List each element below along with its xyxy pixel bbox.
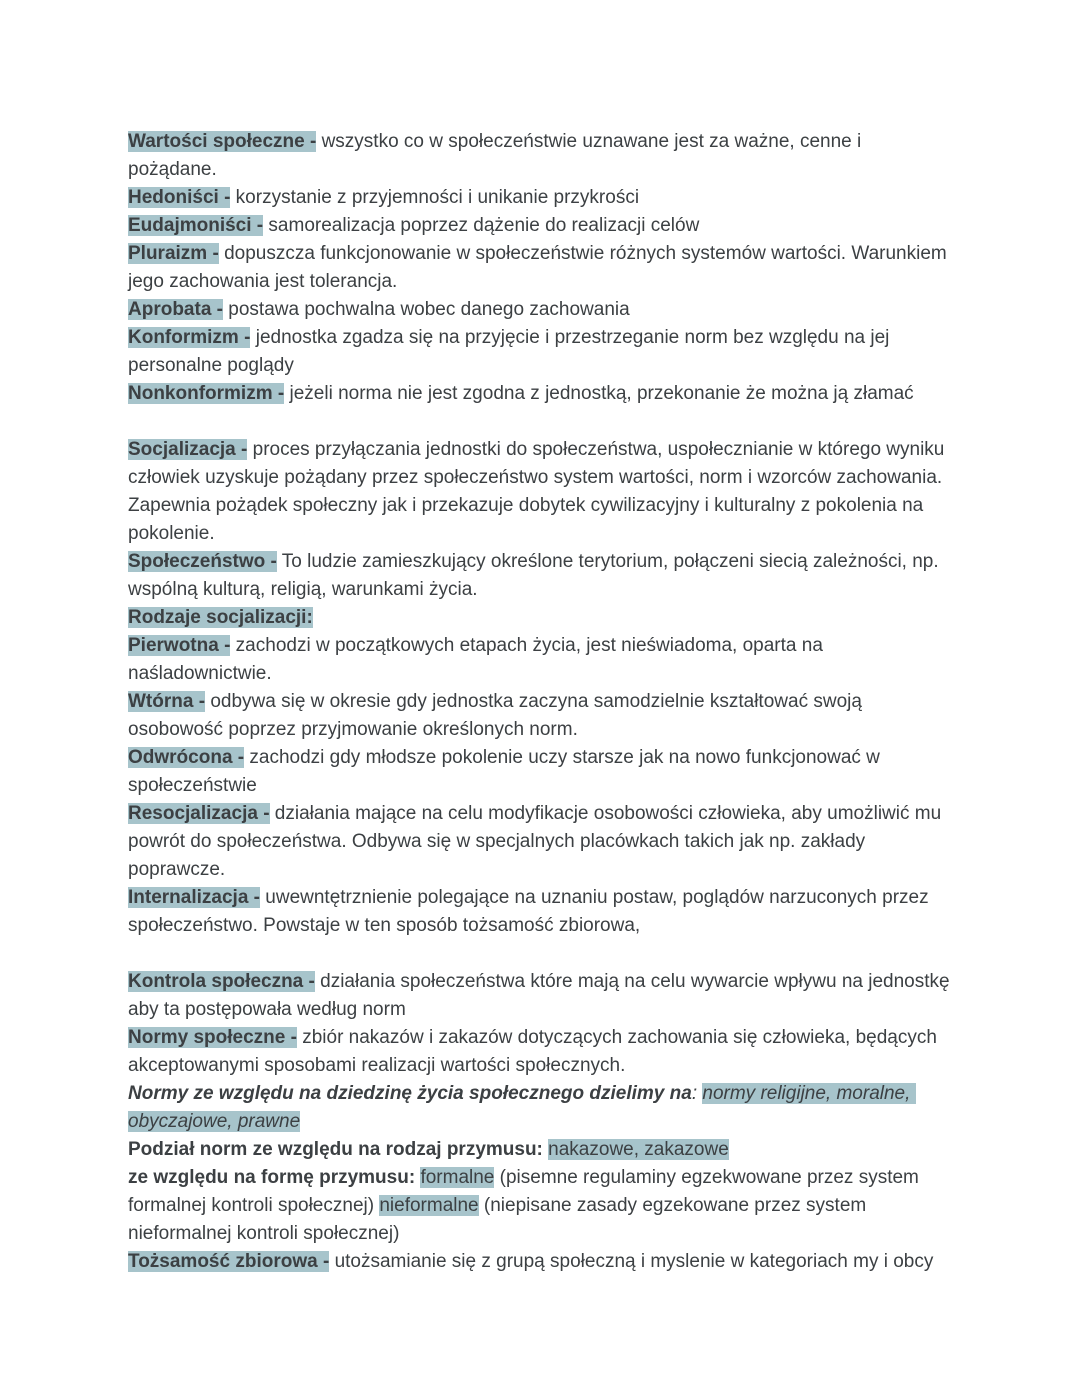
text-run: działania mające na celu modyfikacje osobowości człowieka, aby umożliwić mu powrót do społeczeństwa. Odbywa się w specjalnych placówkach takich jak np. zakłady poprawcze. xyxy=(128,803,947,880)
paragraph xyxy=(128,436,952,548)
highlighted-term: Odwrócona - xyxy=(128,747,245,768)
highlighted-term: formalne xyxy=(420,1167,495,1188)
highlighted-term: Resocjalizacja - xyxy=(128,803,270,824)
text-run: samorealizacja poprzez dążenie do realizacji celów xyxy=(263,215,700,236)
paragraph xyxy=(128,968,955,1024)
text-run: zachodzi gdy młodsze pokolenie uczy starsze jak na nowo funkcjonować w społeczeństwie xyxy=(128,747,886,796)
highlighted-term: Konformizm - xyxy=(128,327,251,348)
paragraph xyxy=(128,744,952,800)
highlighted-term: normy religijne, moralne, obyczajowe, prawne xyxy=(128,1083,916,1132)
paragraph xyxy=(128,632,952,688)
text-run: ze względu na formę przymusu: xyxy=(128,1167,416,1188)
text-run: (niepisane zasady egzekowane przez system nieformalnej kontroli społecznej) xyxy=(128,1195,872,1244)
text-run: zachodzi w początkowych etapach życia, jest nieświadoma, oparta na naśladownictwie. xyxy=(128,635,829,684)
paragraph xyxy=(128,212,952,240)
blank-line xyxy=(128,408,952,436)
text-run: proces przyłączania jednostki do społeczeństwa, uspołecznianie w którego wyniku człowiek uzyskuje pożądany przez społeczeństwo system wartości, norm i wzorców zachowania. Zapewnia pożądek społeczny jak i przekazuje dobytek cywilizacyjny i kulturalny z pokolenia na pokolenie. xyxy=(128,439,950,544)
paragraph xyxy=(128,1136,952,1164)
paragraph xyxy=(128,380,952,408)
document-content xyxy=(128,128,955,1276)
paragraph xyxy=(128,240,952,296)
blank-line xyxy=(128,940,952,968)
text-run: (pisemne regulaminy egzekwowane przez system formalnej kontroli społecznej) xyxy=(128,1167,925,1216)
text-run: utożsamianie się z grupą społeczną i myslenie w kategoriach my i obcy xyxy=(329,1251,934,1272)
highlighted-term: Pluraizm - xyxy=(128,243,219,264)
highlighted-term: Pierwotna - xyxy=(128,635,231,656)
highlighted-term: Normy społeczne - xyxy=(128,1027,297,1048)
text-run: : xyxy=(691,1083,703,1104)
text-run: To ludzie zamieszkujący określone terytorium, połączeni siecią zależności, np. wspólną kulturą, religią, warunkami życia. xyxy=(128,551,944,600)
text-run: Podział norm ze względu na rodzaj przymusu: xyxy=(128,1139,543,1160)
highlighted-term: Tożsamość zbiorowa - xyxy=(128,1251,330,1272)
text-run: wszystko co w społeczeństwie uznawane jest za ważne, cenne i pożądane. xyxy=(128,131,867,180)
paragraph xyxy=(128,548,952,604)
text-run: uwewntętrznienie polegające na uznaniu postaw, poglądów narzuconych przez społeczeństwo. Powstaje w ten sposób tożsamość zbiorowa, xyxy=(128,887,934,936)
paragraph xyxy=(128,800,952,884)
paragraph xyxy=(128,1248,952,1276)
text-run: Normy ze względu na dziedzinę życia społecznego dzielimy na xyxy=(128,1083,692,1104)
paragraph xyxy=(128,296,952,324)
paragraph xyxy=(128,1164,952,1248)
text-run: korzystanie z przyjemności i unikanie przykrości xyxy=(230,187,640,208)
highlighted-term: Rodzaje socjalizacji: xyxy=(128,607,313,628)
paragraph xyxy=(128,604,952,632)
paragraph xyxy=(128,324,952,380)
highlighted-term: Socjalizacja - xyxy=(128,439,248,460)
highlighted-term: Wartości społeczne - xyxy=(128,131,317,152)
highlighted-term: Hedoniści - xyxy=(128,187,231,208)
highlighted-term: nakazowe, zakazowe xyxy=(548,1139,729,1160)
text-run: dopuszcza funkcjonowanie w społeczeństwie różnych systemów wartości. Warunkiem jego zachowania jest tolerancja. xyxy=(128,243,953,292)
paragraph xyxy=(128,1080,952,1136)
paragraph xyxy=(128,184,952,212)
text-run: postawa pochwalna wobec danego zachowania xyxy=(223,299,630,320)
highlighted-term: Nonkonformizm - xyxy=(128,383,285,404)
text-run: odbywa się w okresie gdy jednostka zaczyna samodzielnie kształtować swoją osobowość poprzez przyjmowanie określonych norm. xyxy=(128,691,868,740)
text-run: jeżeli norma nie jest zgodna z jednostką, przekonanie że można ją złamać xyxy=(284,383,914,404)
paragraph xyxy=(128,884,952,940)
text-run: jednostka zgadza się na przyjęcie i przestrzeganie norm bez względu na jej personalne poglądy xyxy=(128,327,895,376)
text-run: działania społeczeństwa które mają na celu wywarcie wpływu na jednostkę aby ta postępowała według norm xyxy=(128,971,955,1020)
highlighted-term: nieformalne xyxy=(379,1195,479,1216)
highlighted-term: Internalizacja - xyxy=(128,887,260,908)
highlighted-term: Eudajmoniści - xyxy=(128,215,264,236)
paragraph xyxy=(128,688,952,744)
text-run: zbiór nakazów i zakazów dotyczących zachowania się człowieka, będących akceptowanymi sposobami realizacji wartości społecznych. xyxy=(128,1027,943,1076)
paragraph xyxy=(128,128,952,184)
highlighted-term: Społeczeństwo - xyxy=(128,551,277,572)
highlighted-term: Aprobata - xyxy=(128,299,223,320)
highlighted-term: Wtórna - xyxy=(128,691,206,712)
highlighted-term: Kontrola społeczna - xyxy=(128,971,315,992)
paragraph xyxy=(128,1024,952,1080)
